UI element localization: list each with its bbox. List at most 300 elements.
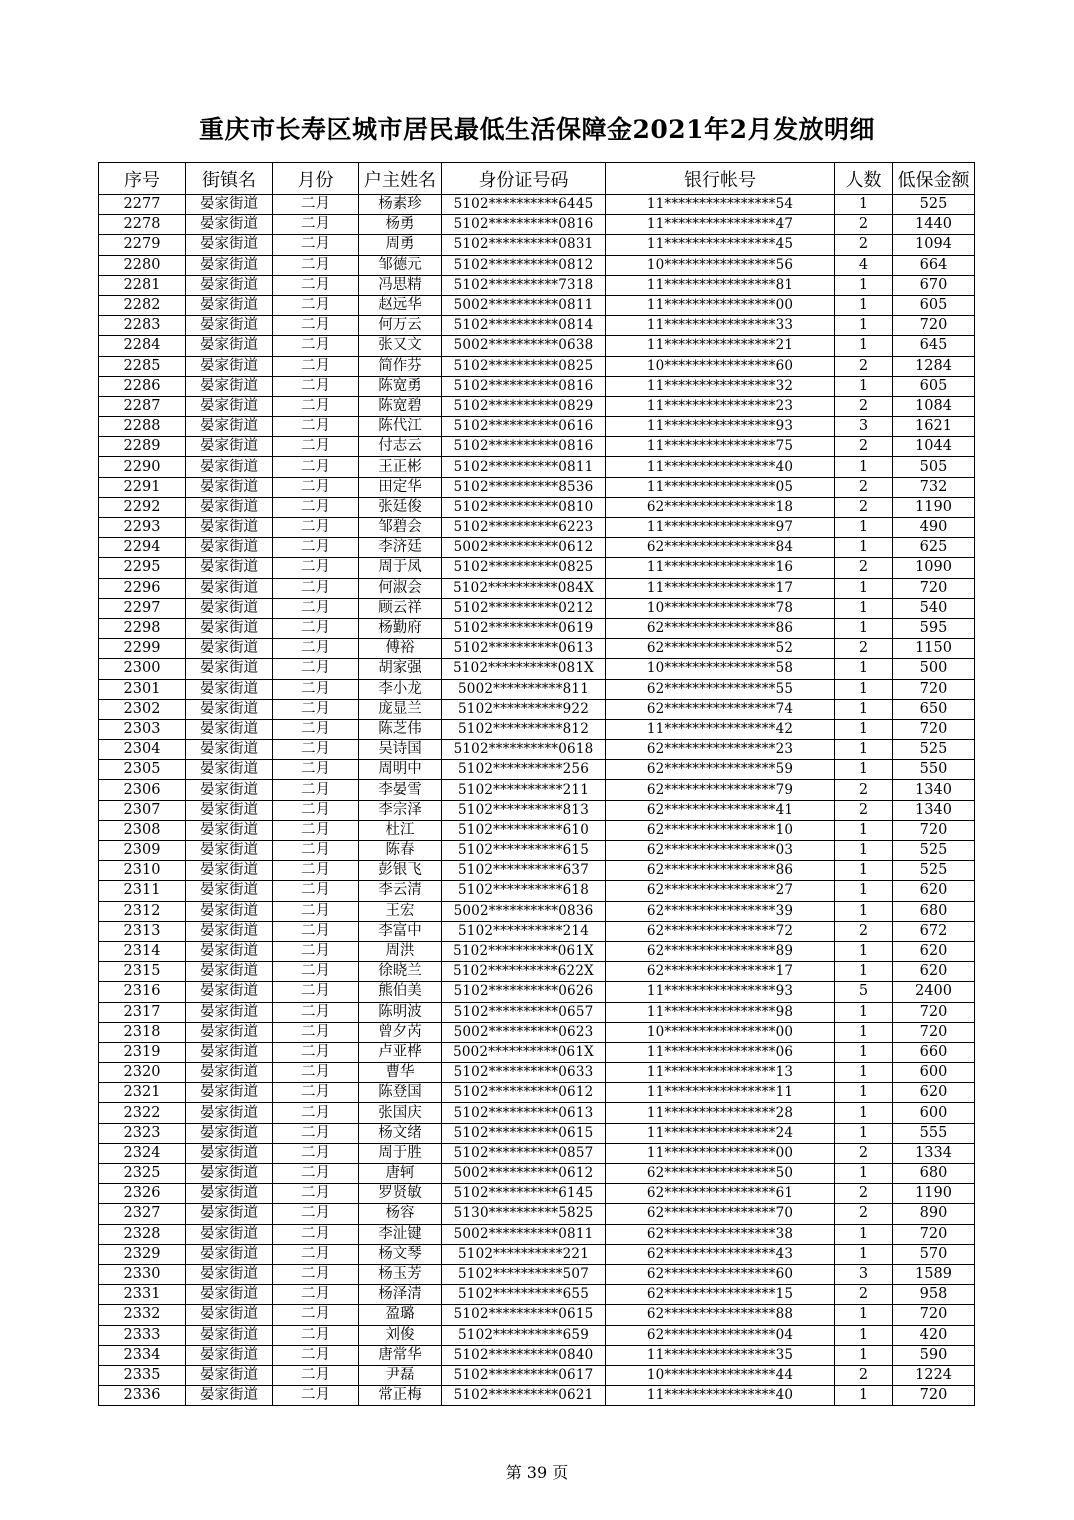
amount-cell: 1621 bbox=[893, 417, 975, 437]
month-cell: 二月 bbox=[273, 881, 359, 901]
bank-account-cell: 10****************78 bbox=[606, 598, 835, 618]
table-row bbox=[99, 699, 975, 719]
table-row bbox=[99, 861, 975, 881]
bank-account-cell: 62****************10 bbox=[606, 820, 835, 840]
header-serial: 序号 bbox=[99, 163, 186, 195]
street-cell: 晏家街道 bbox=[186, 1285, 273, 1305]
bank-account-cell: 62****************89 bbox=[606, 941, 835, 961]
people-count-cell: 2 bbox=[835, 800, 893, 820]
householder-cell: 张国庆 bbox=[359, 1103, 442, 1123]
bank-account-cell: 11****************40 bbox=[606, 457, 835, 477]
bank-account-cell: 11****************93 bbox=[606, 417, 835, 437]
serial-cell: 2329 bbox=[99, 1244, 186, 1264]
table-row bbox=[99, 1164, 975, 1184]
amount-cell: 1440 bbox=[893, 215, 975, 235]
id-number-cell: 5102**********922 bbox=[442, 699, 606, 719]
serial-cell: 2300 bbox=[99, 659, 186, 679]
bank-account-cell: 11****************00 bbox=[606, 1143, 835, 1163]
amount-cell: 680 bbox=[893, 901, 975, 921]
month-cell: 二月 bbox=[273, 639, 359, 659]
householder-cell: 李富中 bbox=[359, 921, 442, 941]
month-cell: 二月 bbox=[273, 921, 359, 941]
id-number-cell: 5102**********507 bbox=[442, 1264, 606, 1284]
month-cell: 二月 bbox=[273, 1365, 359, 1385]
id-number-cell: 5102**********0816 bbox=[442, 376, 606, 396]
householder-cell: 熊伯美 bbox=[359, 982, 442, 1002]
householder-cell: 邹碧会 bbox=[359, 518, 442, 538]
serial-cell: 2301 bbox=[99, 679, 186, 699]
id-number-cell: 5002**********0623 bbox=[442, 1022, 606, 1042]
householder-cell: 唐常华 bbox=[359, 1345, 442, 1365]
street-cell: 晏家街道 bbox=[186, 1002, 273, 1022]
table-row bbox=[99, 356, 975, 376]
householder-cell: 胡家强 bbox=[359, 659, 442, 679]
householder-cell: 陈春 bbox=[359, 841, 442, 861]
serial-cell: 2305 bbox=[99, 760, 186, 780]
people-count-cell: 1 bbox=[835, 1244, 893, 1264]
month-cell: 二月 bbox=[273, 1325, 359, 1345]
month-cell: 二月 bbox=[273, 719, 359, 739]
people-count-cell: 2 bbox=[835, 215, 893, 235]
table-row bbox=[99, 316, 975, 336]
serial-cell: 2308 bbox=[99, 820, 186, 840]
street-cell: 晏家街道 bbox=[186, 1224, 273, 1244]
serial-cell: 2290 bbox=[99, 457, 186, 477]
householder-cell: 曾夕芮 bbox=[359, 1022, 442, 1042]
householder-cell: 李济廷 bbox=[359, 538, 442, 558]
householder-cell: 周明中 bbox=[359, 760, 442, 780]
street-cell: 晏家街道 bbox=[186, 1264, 273, 1284]
householder-cell: 何万云 bbox=[359, 316, 442, 336]
bank-account-cell: 11****************47 bbox=[606, 215, 835, 235]
amount-cell: 1334 bbox=[893, 1143, 975, 1163]
month-cell: 二月 bbox=[273, 558, 359, 578]
amount-cell: 1150 bbox=[893, 639, 975, 659]
street-cell: 晏家街道 bbox=[186, 437, 273, 457]
bank-account-cell: 11****************35 bbox=[606, 1345, 835, 1365]
table-row bbox=[99, 921, 975, 941]
serial-cell: 2311 bbox=[99, 881, 186, 901]
amount-cell: 620 bbox=[893, 962, 975, 982]
amount-cell: 720 bbox=[893, 1002, 975, 1022]
table-row bbox=[99, 1365, 975, 1385]
bank-account-cell: 62****************50 bbox=[606, 1164, 835, 1184]
people-count-cell: 1 bbox=[835, 659, 893, 679]
bank-account-cell: 11****************28 bbox=[606, 1103, 835, 1123]
table-row bbox=[99, 740, 975, 760]
serial-cell: 2324 bbox=[99, 1143, 186, 1163]
amount-cell: 525 bbox=[893, 740, 975, 760]
amount-cell: 570 bbox=[893, 1244, 975, 1264]
serial-cell: 2295 bbox=[99, 558, 186, 578]
people-count-cell: 1 bbox=[835, 861, 893, 881]
householder-cell: 简作芬 bbox=[359, 356, 442, 376]
month-cell: 二月 bbox=[273, 578, 359, 598]
street-cell: 晏家街道 bbox=[186, 477, 273, 497]
month-cell: 二月 bbox=[273, 1184, 359, 1204]
id-number-cell: 5102**********081X bbox=[442, 659, 606, 679]
street-cell: 晏家街道 bbox=[186, 982, 273, 1002]
bank-account-cell: 10****************60 bbox=[606, 356, 835, 376]
street-cell: 晏家街道 bbox=[186, 881, 273, 901]
bank-account-cell: 62****************27 bbox=[606, 881, 835, 901]
serial-cell: 2325 bbox=[99, 1164, 186, 1184]
householder-cell: 罗贤敏 bbox=[359, 1184, 442, 1204]
serial-cell: 2318 bbox=[99, 1022, 186, 1042]
id-number-cell: 5102**********0825 bbox=[442, 356, 606, 376]
householder-cell: 傅裕 bbox=[359, 639, 442, 659]
bank-account-cell: 11****************24 bbox=[606, 1123, 835, 1143]
people-count-cell: 2 bbox=[835, 356, 893, 376]
street-cell: 晏家街道 bbox=[186, 921, 273, 941]
table-row bbox=[99, 275, 975, 295]
month-cell: 二月 bbox=[273, 618, 359, 638]
month-cell: 二月 bbox=[273, 1022, 359, 1042]
amount-cell: 890 bbox=[893, 1204, 975, 1224]
id-number-cell: 5102**********610 bbox=[442, 820, 606, 840]
id-number-cell: 5102**********0814 bbox=[442, 316, 606, 336]
street-cell: 晏家街道 bbox=[186, 1184, 273, 1204]
month-cell: 二月 bbox=[273, 982, 359, 1002]
street-cell: 晏家街道 bbox=[186, 861, 273, 881]
street-cell: 晏家街道 bbox=[186, 760, 273, 780]
month-cell: 二月 bbox=[273, 417, 359, 437]
bank-account-cell: 11****************16 bbox=[606, 558, 835, 578]
householder-cell: 杨勤府 bbox=[359, 618, 442, 638]
street-cell: 晏家街道 bbox=[186, 255, 273, 275]
id-number-cell: 5102**********256 bbox=[442, 760, 606, 780]
householder-cell: 何淑会 bbox=[359, 578, 442, 598]
street-cell: 晏家街道 bbox=[186, 841, 273, 861]
table-row bbox=[99, 982, 975, 1002]
bank-account-cell: 11****************33 bbox=[606, 316, 835, 336]
id-number-cell: 5102**********0829 bbox=[442, 396, 606, 416]
people-count-cell: 1 bbox=[835, 316, 893, 336]
people-count-cell: 2 bbox=[835, 1184, 893, 1204]
people-count-cell: 1 bbox=[835, 295, 893, 315]
amount-cell: 590 bbox=[893, 1345, 975, 1365]
amount-cell: 645 bbox=[893, 336, 975, 356]
serial-cell: 2281 bbox=[99, 275, 186, 295]
people-count-cell: 1 bbox=[835, 881, 893, 901]
month-cell: 二月 bbox=[273, 356, 359, 376]
month-cell: 二月 bbox=[273, 679, 359, 699]
people-count-cell: 1 bbox=[835, 1042, 893, 1062]
table-row bbox=[99, 881, 975, 901]
month-cell: 二月 bbox=[273, 497, 359, 517]
id-number-cell: 5102**********659 bbox=[442, 1325, 606, 1345]
householder-cell: 唐轲 bbox=[359, 1164, 442, 1184]
people-count-cell: 1 bbox=[835, 598, 893, 618]
table-row bbox=[99, 1042, 975, 1062]
bank-account-cell: 62****************43 bbox=[606, 1244, 835, 1264]
people-count-cell: 1 bbox=[835, 1224, 893, 1244]
month-cell: 二月 bbox=[273, 962, 359, 982]
householder-cell: 周于胜 bbox=[359, 1143, 442, 1163]
serial-cell: 2307 bbox=[99, 800, 186, 820]
serial-cell: 2330 bbox=[99, 1264, 186, 1284]
people-count-cell: 2 bbox=[835, 558, 893, 578]
serial-cell: 2312 bbox=[99, 901, 186, 921]
header-id-number: 身份证号码 bbox=[442, 163, 606, 195]
serial-cell: 2287 bbox=[99, 396, 186, 416]
serial-cell: 2336 bbox=[99, 1386, 186, 1406]
month-cell: 二月 bbox=[273, 255, 359, 275]
id-number-cell: 5130**********5825 bbox=[442, 1204, 606, 1224]
serial-cell: 2310 bbox=[99, 861, 186, 881]
serial-cell: 2298 bbox=[99, 618, 186, 638]
street-cell: 晏家街道 bbox=[186, 901, 273, 921]
amount-cell: 720 bbox=[893, 1022, 975, 1042]
id-number-cell: 5102**********6445 bbox=[442, 195, 606, 215]
serial-cell: 2320 bbox=[99, 1063, 186, 1083]
table-row bbox=[99, 820, 975, 840]
householder-cell: 陈芝伟 bbox=[359, 719, 442, 739]
people-count-cell: 1 bbox=[835, 841, 893, 861]
table-row bbox=[99, 1143, 975, 1163]
people-count-cell: 1 bbox=[835, 1002, 893, 1022]
header-people-count: 人数 bbox=[835, 163, 893, 195]
bank-account-cell: 10****************56 bbox=[606, 255, 835, 275]
table-row bbox=[99, 578, 975, 598]
table-row bbox=[99, 1386, 975, 1406]
document-title: 重庆市长寿区城市居民最低生活保障金2021年2月发放明细 bbox=[199, 115, 875, 144]
amount-cell: 555 bbox=[893, 1123, 975, 1143]
id-number-cell: 5102**********0617 bbox=[442, 1365, 606, 1385]
householder-cell: 杜江 bbox=[359, 820, 442, 840]
id-number-cell: 5102**********0613 bbox=[442, 1103, 606, 1123]
street-cell: 晏家街道 bbox=[186, 740, 273, 760]
householder-cell: 冯思精 bbox=[359, 275, 442, 295]
id-number-cell: 5102**********6145 bbox=[442, 1184, 606, 1204]
serial-cell: 2285 bbox=[99, 356, 186, 376]
id-number-cell: 5102**********0621 bbox=[442, 1386, 606, 1406]
table-row bbox=[99, 437, 975, 457]
id-number-cell: 5102**********214 bbox=[442, 921, 606, 941]
amount-cell: 600 bbox=[893, 1103, 975, 1123]
householder-cell: 吴诗国 bbox=[359, 740, 442, 760]
table-row bbox=[99, 376, 975, 396]
street-cell: 晏家街道 bbox=[186, 376, 273, 396]
amount-cell: 1340 bbox=[893, 800, 975, 820]
street-cell: 晏家街道 bbox=[186, 659, 273, 679]
id-number-cell: 5002**********0612 bbox=[442, 1164, 606, 1184]
bank-account-cell: 62****************59 bbox=[606, 760, 835, 780]
header-street: 街镇名 bbox=[186, 163, 273, 195]
month-cell: 二月 bbox=[273, 1345, 359, 1365]
householder-cell: 王正彬 bbox=[359, 457, 442, 477]
people-count-cell: 1 bbox=[835, 820, 893, 840]
id-number-cell: 5102**********0615 bbox=[442, 1123, 606, 1143]
serial-cell: 2297 bbox=[99, 598, 186, 618]
amount-cell: 540 bbox=[893, 598, 975, 618]
street-cell: 晏家街道 bbox=[186, 195, 273, 215]
month-cell: 二月 bbox=[273, 760, 359, 780]
street-cell: 晏家街道 bbox=[186, 719, 273, 739]
amount-cell: 1190 bbox=[893, 1184, 975, 1204]
bank-account-cell: 62****************74 bbox=[606, 699, 835, 719]
householder-cell: 盈璐 bbox=[359, 1305, 442, 1325]
month-cell: 二月 bbox=[273, 1164, 359, 1184]
month-cell: 二月 bbox=[273, 195, 359, 215]
people-count-cell: 3 bbox=[835, 1264, 893, 1284]
serial-cell: 2284 bbox=[99, 336, 186, 356]
people-count-cell: 4 bbox=[835, 255, 893, 275]
bank-account-cell: 11****************23 bbox=[606, 396, 835, 416]
table-row bbox=[99, 477, 975, 497]
id-number-cell: 5102**********618 bbox=[442, 881, 606, 901]
month-cell: 二月 bbox=[273, 1083, 359, 1103]
householder-cell: 杨泽清 bbox=[359, 1285, 442, 1305]
serial-cell: 2316 bbox=[99, 982, 186, 1002]
bank-account-cell: 11****************05 bbox=[606, 477, 835, 497]
table-row bbox=[99, 195, 975, 215]
table-row bbox=[99, 780, 975, 800]
table-row bbox=[99, 336, 975, 356]
street-cell: 晏家街道 bbox=[186, 699, 273, 719]
table-row bbox=[99, 901, 975, 921]
id-number-cell: 5102**********0615 bbox=[442, 1305, 606, 1325]
amount-cell: 505 bbox=[893, 457, 975, 477]
serial-cell: 2279 bbox=[99, 235, 186, 255]
table-row bbox=[99, 618, 975, 638]
street-cell: 晏家街道 bbox=[186, 598, 273, 618]
street-cell: 晏家街道 bbox=[186, 396, 273, 416]
householder-cell: 李小龙 bbox=[359, 679, 442, 699]
householder-cell: 周勇 bbox=[359, 235, 442, 255]
table-row bbox=[99, 1224, 975, 1244]
table-row bbox=[99, 1244, 975, 1264]
amount-cell: 720 bbox=[893, 820, 975, 840]
street-cell: 晏家街道 bbox=[186, 679, 273, 699]
bank-account-cell: 11****************40 bbox=[606, 1386, 835, 1406]
table-row bbox=[99, 800, 975, 820]
table-row bbox=[99, 639, 975, 659]
people-count-cell: 2 bbox=[835, 780, 893, 800]
street-cell: 晏家街道 bbox=[186, 780, 273, 800]
serial-cell: 2280 bbox=[99, 255, 186, 275]
amount-cell: 625 bbox=[893, 538, 975, 558]
id-number-cell: 5102**********211 bbox=[442, 780, 606, 800]
householder-cell: 李沚键 bbox=[359, 1224, 442, 1244]
amount-cell: 1044 bbox=[893, 437, 975, 457]
serial-cell: 2334 bbox=[99, 1345, 186, 1365]
page-number: 第 39 页 bbox=[505, 1463, 569, 1482]
householder-cell: 尹磊 bbox=[359, 1365, 442, 1385]
bank-account-cell: 62****************72 bbox=[606, 921, 835, 941]
month-cell: 二月 bbox=[273, 1285, 359, 1305]
people-count-cell: 1 bbox=[835, 618, 893, 638]
table-row bbox=[99, 558, 975, 578]
bank-account-cell: 11****************32 bbox=[606, 376, 835, 396]
street-cell: 晏家街道 bbox=[186, 457, 273, 477]
table-row bbox=[99, 659, 975, 679]
people-count-cell: 2 bbox=[835, 235, 893, 255]
householder-cell: 陈宽碧 bbox=[359, 396, 442, 416]
table-header-row bbox=[99, 163, 975, 195]
serial-cell: 2306 bbox=[99, 780, 186, 800]
month-cell: 二月 bbox=[273, 1305, 359, 1325]
month-cell: 二月 bbox=[273, 215, 359, 235]
street-cell: 晏家街道 bbox=[186, 356, 273, 376]
header-amount: 低保金额 bbox=[893, 163, 975, 195]
bank-account-cell: 11****************17 bbox=[606, 578, 835, 598]
amount-cell: 650 bbox=[893, 699, 975, 719]
month-cell: 二月 bbox=[273, 275, 359, 295]
month-cell: 二月 bbox=[273, 235, 359, 255]
month-cell: 二月 bbox=[273, 1103, 359, 1123]
householder-cell: 李宗泽 bbox=[359, 800, 442, 820]
bank-account-cell: 11****************13 bbox=[606, 1063, 835, 1083]
id-number-cell: 5102**********0810 bbox=[442, 497, 606, 517]
month-cell: 二月 bbox=[273, 316, 359, 336]
amount-cell: 1094 bbox=[893, 235, 975, 255]
bank-account-cell: 62****************84 bbox=[606, 538, 835, 558]
bank-account-cell: 62****************70 bbox=[606, 1204, 835, 1224]
table-row bbox=[99, 1325, 975, 1345]
amount-cell: 680 bbox=[893, 1164, 975, 1184]
amount-cell: 720 bbox=[893, 1386, 975, 1406]
id-number-cell: 5102**********7318 bbox=[442, 275, 606, 295]
householder-cell: 徐晓兰 bbox=[359, 962, 442, 982]
month-cell: 二月 bbox=[273, 941, 359, 961]
street-cell: 晏家街道 bbox=[186, 820, 273, 840]
street-cell: 晏家街道 bbox=[186, 1103, 273, 1123]
table-row bbox=[99, 538, 975, 558]
serial-cell: 2327 bbox=[99, 1204, 186, 1224]
id-number-cell: 5102**********0816 bbox=[442, 215, 606, 235]
id-number-cell: 5002**********061X bbox=[442, 1042, 606, 1062]
month-cell: 二月 bbox=[273, 396, 359, 416]
amount-cell: 958 bbox=[893, 1285, 975, 1305]
amount-cell: 1190 bbox=[893, 497, 975, 517]
id-number-cell: 5102**********0811 bbox=[442, 457, 606, 477]
people-count-cell: 1 bbox=[835, 1103, 893, 1123]
payment-detail-table bbox=[98, 162, 975, 1406]
householder-cell: 刘俊 bbox=[359, 1325, 442, 1345]
id-number-cell: 5102**********0618 bbox=[442, 740, 606, 760]
id-number-cell: 5002**********0836 bbox=[442, 901, 606, 921]
people-count-cell: 1 bbox=[835, 1022, 893, 1042]
id-number-cell: 5102**********0626 bbox=[442, 982, 606, 1002]
id-number-cell: 5102**********8536 bbox=[442, 477, 606, 497]
people-count-cell: 2 bbox=[835, 497, 893, 517]
id-number-cell: 5102**********615 bbox=[442, 841, 606, 861]
table-row bbox=[99, 295, 975, 315]
amount-cell: 420 bbox=[893, 1325, 975, 1345]
id-number-cell: 5102**********0840 bbox=[442, 1345, 606, 1365]
householder-cell: 顾云祥 bbox=[359, 598, 442, 618]
id-number-cell: 5102**********0816 bbox=[442, 437, 606, 457]
id-number-cell: 5002**********0811 bbox=[442, 1224, 606, 1244]
people-count-cell: 2 bbox=[835, 437, 893, 457]
people-count-cell: 1 bbox=[835, 1123, 893, 1143]
people-count-cell: 2 bbox=[835, 921, 893, 941]
amount-cell: 595 bbox=[893, 618, 975, 638]
id-number-cell: 5102**********0812 bbox=[442, 255, 606, 275]
people-count-cell: 1 bbox=[835, 376, 893, 396]
month-cell: 二月 bbox=[273, 376, 359, 396]
people-count-cell: 2 bbox=[835, 1204, 893, 1224]
householder-cell: 杨文琴 bbox=[359, 1244, 442, 1264]
month-cell: 二月 bbox=[273, 1204, 359, 1224]
month-cell: 二月 bbox=[273, 1224, 359, 1244]
householder-cell: 卢亚桦 bbox=[359, 1042, 442, 1062]
bank-account-cell: 11****************97 bbox=[606, 518, 835, 538]
table-row bbox=[99, 598, 975, 618]
table-body bbox=[99, 195, 975, 1406]
street-cell: 晏家街道 bbox=[186, 1123, 273, 1143]
